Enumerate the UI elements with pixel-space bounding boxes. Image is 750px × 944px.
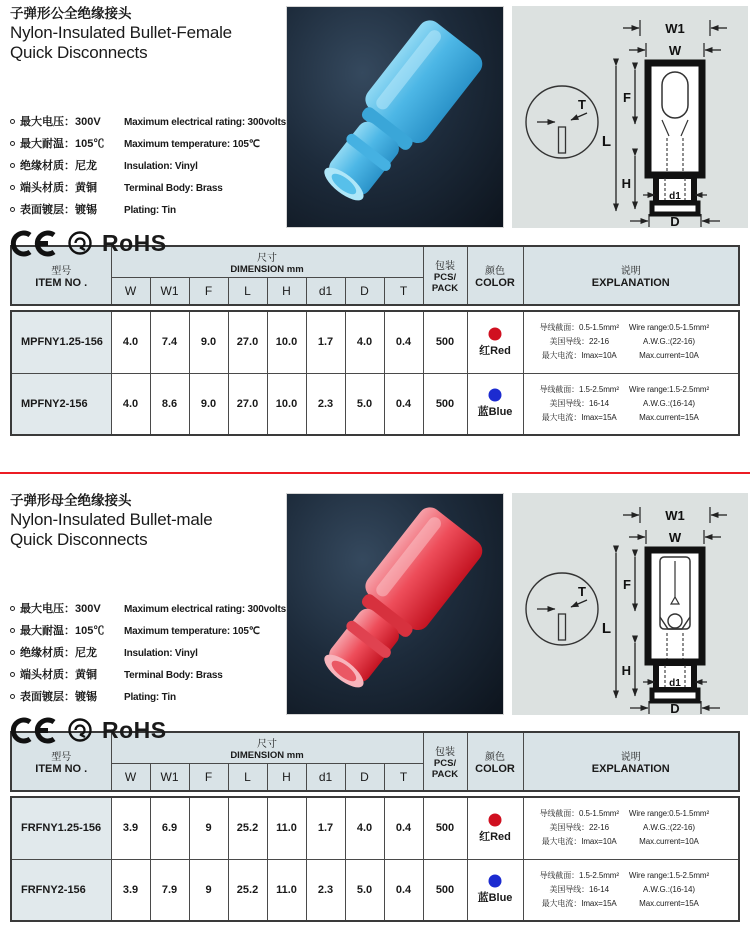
dim-label-d1: d1 [669, 678, 681, 689]
section2-table [10, 731, 740, 922]
color-cell [467, 373, 523, 435]
color-dot-icon [488, 813, 502, 827]
dim-cell: 4.0 [111, 373, 150, 435]
explanation-cell [523, 797, 739, 859]
spec-cn: 绝缘材质：尼龙 [20, 646, 97, 659]
spec-cn: 表面镀层：镀锡 [20, 203, 97, 216]
pack-cell: 500 [423, 311, 467, 373]
header-dim-f: F [189, 277, 228, 305]
color-cell [467, 797, 523, 859]
section1-info [10, 6, 286, 256]
spec-en: Maximum electrical rating: 300volts [124, 116, 286, 128]
header-item-no: 型号 ITEM NO . [11, 732, 111, 791]
dim-cell: 11.0 [267, 859, 306, 921]
section2-top [0, 489, 750, 743]
certification-logos [10, 230, 278, 257]
header-color: 颜色 COLOR [467, 246, 523, 305]
spec-cn: 端头材质：黄铜 [20, 668, 97, 681]
dim-cell: 5.0 [345, 373, 384, 435]
certification-circle-icon [67, 717, 93, 743]
header-explanation: 说明 EXPLANATION [523, 732, 739, 791]
color-label: 红Red [479, 344, 511, 357]
color-cell [467, 311, 523, 373]
section2-spec-list [10, 600, 286, 704]
spec-cn: 最大电压：300V [20, 115, 101, 128]
dim-label-l: L [601, 133, 611, 150]
spec-row [10, 179, 278, 195]
bullet-point-icon [10, 672, 15, 677]
header-dim-h: H [267, 277, 306, 305]
header-pcs-pack: 包装 PCS/ PACK [423, 732, 467, 791]
header-dim-w: W [111, 763, 150, 791]
section2-title-en-line1: Nylon-Insulated Bullet-male [10, 509, 213, 529]
spec-row [10, 622, 278, 638]
table-row [11, 373, 739, 435]
header-dim-w: W [111, 277, 150, 305]
bullet-point-icon [10, 185, 15, 190]
dim-cell: 10.0 [267, 311, 306, 373]
explanation-en: Wire range:1.5-2.5mm² A.W.G.:(16-14) Max.current=15A [628, 384, 710, 422]
spec-cn: 最大耐温：105℃ [20, 624, 105, 637]
spec-row [10, 688, 278, 704]
explanation-cell [523, 311, 739, 373]
header-dim-l: L [228, 763, 267, 791]
color-cell [467, 859, 523, 921]
header-dim-w1: W1 [150, 277, 189, 305]
explanation-cell [523, 373, 739, 435]
header-dim-l: L [228, 277, 267, 305]
spec-en: Insulation: Vinyl [124, 647, 198, 659]
spec-cn: 最大电压：300V [20, 602, 101, 615]
spec-row [10, 135, 278, 151]
header-explanation: 说明 EXPLANATION [523, 246, 739, 305]
product-photo-panel [286, 493, 504, 715]
technical-diagram [512, 493, 748, 715]
section2-info [10, 493, 286, 743]
ce-mark-icon [10, 717, 58, 744]
dim-cell: 0.4 [384, 797, 423, 859]
header-dim-d1: d1 [306, 277, 345, 305]
bullet-point-icon [10, 694, 15, 699]
certification-logos [10, 717, 278, 744]
explanation-cn: 导线截面：1.5-2.5mm² 美国导线：16-14 最大电流：Imax=15A [539, 384, 619, 422]
header-dim-f: F [189, 763, 228, 791]
bullet-point-icon [10, 606, 15, 611]
dim-label-f: F [623, 90, 631, 105]
explanation-cell [523, 859, 739, 921]
product-photo-panel [286, 6, 504, 228]
technical-diagram-panel [512, 6, 748, 228]
rohs-label: RoHS [102, 229, 167, 256]
section-bullet-female [0, 0, 750, 436]
dim-cell: 9 [189, 797, 228, 859]
dim-cell: 5.0 [345, 859, 384, 921]
spec-en: Insulation: Vinyl [124, 160, 198, 172]
table-row [11, 859, 739, 921]
header-dimension-group: 尺寸 DIMENSION mm [111, 732, 423, 763]
spec-en: Plating: Tin [124, 204, 176, 216]
spec-row [10, 157, 278, 173]
item-no-cell: MPFNY1.25-156 [11, 311, 111, 373]
dim-cell: 3.9 [111, 797, 150, 859]
dim-label-d1: d1 [669, 191, 681, 202]
dim-label-d: D [670, 701, 680, 715]
dim-cell: 3.9 [111, 859, 150, 921]
spec-cn: 最大耐温：105℃ [20, 137, 105, 150]
section2-title-en-line2: Quick Disconnects [10, 529, 148, 549]
dim-label-l: L [601, 620, 611, 637]
spec-row [10, 600, 286, 616]
explanation-cn: 导线截面：0.5-1.5mm² 美国导线：22-16 最大电流：Imax=10A [539, 323, 619, 361]
header-dim-d1: d1 [306, 763, 345, 791]
section-bullet-male [0, 489, 750, 922]
spec-en: Maximum temperature: 105℃ [124, 625, 260, 637]
color-label: 红Red [479, 830, 511, 843]
color-dot-icon [488, 874, 502, 888]
section1-title-en [10, 23, 278, 63]
spec-en: Plating: Tin [124, 691, 176, 703]
header-color: 颜色 COLOR [467, 732, 523, 791]
header-item-no: 型号 ITEM NO . [11, 246, 111, 305]
dim-cell: 9.0 [189, 373, 228, 435]
dim-cell: 9 [189, 859, 228, 921]
section1-title-cn: 子弹形公全绝缘接头 [10, 6, 132, 21]
section2-title-cn: 子弹形母全绝缘接头 [10, 493, 132, 508]
blue-connector-photo [287, 7, 503, 227]
dim-cell: 2.3 [306, 373, 345, 435]
header-dim-t: T [384, 277, 423, 305]
dim-cell: 0.4 [384, 373, 423, 435]
spec-row [10, 666, 278, 682]
dim-cell: 1.7 [306, 311, 345, 373]
header-dim-t: T [384, 763, 423, 791]
dim-cell: 27.0 [228, 373, 267, 435]
dim-cell: 2.3 [306, 859, 345, 921]
section1-spec-list [10, 113, 286, 217]
dim-cell: 4.0 [111, 311, 150, 373]
section-divider [0, 472, 750, 474]
ce-mark-icon [10, 230, 58, 257]
bullet-point-icon [10, 628, 15, 633]
spec-en: Maximum electrical rating: 300volts [124, 603, 286, 615]
dim-cell: 0.4 [384, 311, 423, 373]
header-dim-h: H [267, 763, 306, 791]
spec-cn: 绝缘材质：尼龙 [20, 159, 97, 172]
dim-cell: 6.9 [150, 797, 189, 859]
spec-cn: 端头材质：黄铜 [20, 181, 97, 194]
header-dim-d: D [345, 763, 384, 791]
color-label: 蓝Blue [477, 892, 513, 905]
color-dot-icon [488, 327, 502, 341]
dim-cell: 11.0 [267, 797, 306, 859]
dim-label-w: W [668, 43, 682, 58]
dim-label-f: F [623, 577, 631, 592]
bullet-point-icon [10, 119, 15, 124]
header-dimension-group: 尺寸 DIMENSION mm [111, 246, 423, 277]
pack-cell: 500 [423, 859, 467, 921]
table-body [10, 796, 740, 922]
rohs-label: RoHS [102, 716, 167, 743]
section1-title-en-line1: Nylon-Insulated Bullet-Female [10, 22, 232, 42]
table-body [10, 310, 740, 436]
dim-cell: 7.9 [150, 859, 189, 921]
explanation-en: Wire range:1.5-2.5mm² A.W.G.:(16-14) Max.current=15A [628, 870, 710, 908]
header-dim-d: D [345, 277, 384, 305]
explanation-en: Wire range:0.5-1.5mm² A.W.G.:(22-16) Max.current=10A [628, 323, 710, 361]
section1-table [10, 245, 740, 436]
spec-row [10, 644, 278, 660]
dim-cell: 4.0 [345, 311, 384, 373]
color-dot-icon [488, 388, 502, 402]
bullet-point-icon [10, 650, 15, 655]
dim-label-h: H [621, 176, 631, 191]
section1-title-en-line2: Quick Disconnects [10, 42, 148, 62]
dim-cell: 7.4 [150, 311, 189, 373]
dim-label-d: D [670, 214, 680, 228]
red-connector-photo [287, 494, 503, 714]
certification-circle-icon [67, 230, 93, 256]
bullet-point-icon [10, 207, 15, 212]
header-pcs-pack: 包装 PCS/ PACK [423, 246, 467, 305]
dim-cell: 27.0 [228, 311, 267, 373]
bullet-point-icon [10, 163, 15, 168]
dim-cell: 4.0 [345, 797, 384, 859]
dim-label-w1: W1 [665, 508, 685, 523]
section1-top [0, 0, 750, 256]
dim-cell: 25.2 [228, 797, 267, 859]
dim-label-w1: W1 [665, 21, 685, 36]
dim-cell: 10.0 [267, 373, 306, 435]
section2-title-en [10, 510, 278, 550]
spec-row [10, 201, 278, 217]
item-no-cell: FRFNY2-156 [11, 859, 111, 921]
dim-cell: 1.7 [306, 797, 345, 859]
spec-cn: 表面镀层：镀锡 [20, 690, 97, 703]
dim-cell: 9.0 [189, 311, 228, 373]
explanation-cn: 导线截面：1.5-2.5mm² 美国导线：16-14 最大电流：Imax=15A [539, 870, 619, 908]
header-dim-w1: W1 [150, 763, 189, 791]
dim-cell: 25.2 [228, 859, 267, 921]
dim-cell: 8.6 [150, 373, 189, 435]
explanation-cn: 导线截面：0.5-1.5mm² 美国导线：22-16 最大电流：Imax=10A [539, 809, 619, 847]
table-row [11, 797, 739, 859]
item-no-cell: FRFNY1.25-156 [11, 797, 111, 859]
spec-en: Maximum temperature: 105℃ [124, 138, 260, 150]
color-label: 蓝Blue [477, 406, 513, 419]
spec-en: Terminal Body: Brass [124, 669, 223, 681]
dim-label-h: H [621, 663, 631, 678]
item-no-cell: MPFNY2-156 [11, 373, 111, 435]
spec-row [10, 113, 286, 129]
pack-cell: 500 [423, 373, 467, 435]
pack-cell: 500 [423, 797, 467, 859]
dim-label-t: T [578, 584, 586, 599]
spec-en: Terminal Body: Brass [124, 182, 223, 194]
dim-label-t: T [578, 97, 586, 112]
table-row [11, 311, 739, 373]
technical-diagram-panel [512, 493, 748, 715]
technical-diagram [512, 6, 748, 228]
dim-label-w: W [668, 530, 682, 545]
explanation-en: Wire range:0.5-1.5mm² A.W.G.:(22-16) Max.current=10A [628, 809, 710, 847]
bullet-point-icon [10, 141, 15, 146]
dim-cell: 0.4 [384, 859, 423, 921]
